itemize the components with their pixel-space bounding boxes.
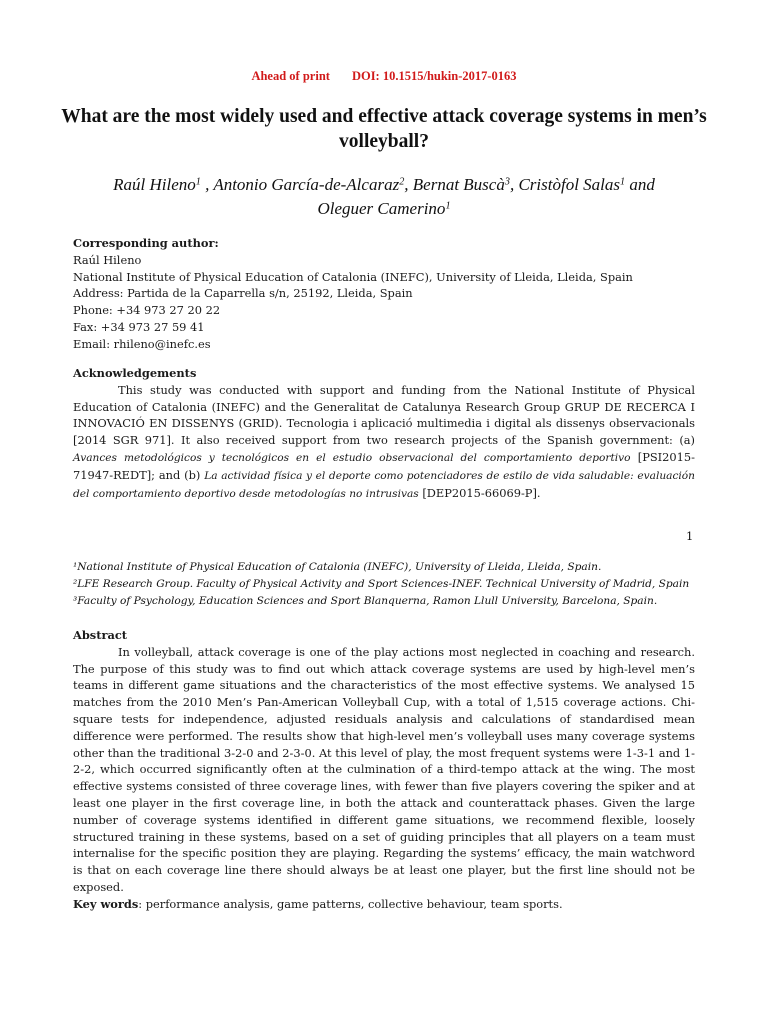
author-name: Raúl Hileno xyxy=(113,175,196,194)
keywords-text: : performance analysis, game patterns, collective behaviour, team sports. xyxy=(138,896,563,911)
affiliation-footnotes xyxy=(73,559,695,610)
acknowledgements-heading: Acknowledgements xyxy=(73,366,197,380)
header-line xyxy=(0,69,768,84)
abstract-section xyxy=(73,627,695,913)
footnote: ²LFE Research Group. Faculty of Physical Activity and Sport Sciences-INEF. Technical University of Madrid, Spain xyxy=(73,578,690,590)
ahead-of-print-label: Ahead of print xyxy=(251,69,330,83)
project-title-italic: La actividad física y el deporte como potenciadores de estilo de vida saludable: evaluación del comportamiento deportivo desde metodologías no intrusivas xyxy=(73,469,695,500)
corresponding-address: Address: Partida de la Caparrella s/n, 25192, Lleida, Spain xyxy=(73,286,413,301)
author-name: , Antonio García-de-Alcaraz xyxy=(200,175,400,194)
corresponding-email: Email: rhileno@inefc.es xyxy=(73,336,211,351)
project-title-italic: Avances metodológicos y tecnológicos en el estudio observacional del comportamiento deportivo xyxy=(73,451,631,464)
author-name: Oleguer Camerino xyxy=(317,199,446,218)
acknowledgements-section xyxy=(73,365,695,502)
author-name: , Cristòfol Salas xyxy=(509,175,621,194)
affiliation-marker: 1 xyxy=(445,200,451,212)
keywords-label: Key words xyxy=(73,896,139,911)
footnote: ³Faculty of Psychology, Education Sciences and Sport Blanquerna, Ramon Llull University, Barcelona, Spain. xyxy=(73,595,658,607)
abstract-text: In volleyball, attack coverage is one of the play actions most neglected in coaching and research. The purpose of this study was to find out which attack coverage systems are used by high-level men’s teams in different game situations and the characteristics of the most effective systems. We analysed 15 matches from the 2010 Men’s Pan-American Volleyball Cup, with a total of 1,515 coverage actions. Chi-square tests for independence, adjusted residuals analysis and calculations of standardised mean difference were performed. The results show that high-level men’s volleyball uses many coverage systems other than the traditional 3-2-0 and 2-3-0. At this level of play, the most frequent systems were 1-3-1 and 1-2-2, which occurred significantly often at the culmination of a third-tempo attack at the wing. The most effective systems consisted of three coverage lines, with fewer than five players covering the spiker and at least one player in the first coverage line, in both the attack and counterattack phases. Given the large number of coverage systems identified in different game situations, we recommend flexible, loosely structured training in these systems, based on a set of guiding principles that all players on a team must internalise for the specific position they are playing. Regarding the systems’ efficacy, the main watchword is that on each coverage line there should always be at least one player, but the first line should not be exposed. xyxy=(73,644,695,894)
corresponding-phone: Phone: +34 973 27 20 22 xyxy=(73,303,221,318)
corresponding-author-block xyxy=(73,235,695,353)
abstract-heading: Abstract xyxy=(73,628,128,642)
affiliation-marker: 1 xyxy=(195,176,201,188)
affiliation-marker: 3 xyxy=(504,176,510,188)
author-list xyxy=(60,173,708,221)
corresponding-heading: Corresponding author: xyxy=(73,236,219,250)
paper-title: What are the most widely used and effective attack coverage systems in men’s volleyball? xyxy=(61,106,707,152)
author-name: , Bernat Buscà xyxy=(404,175,505,194)
corresponding-institute: National Institute of Physical Education of Catalonia (INEFC), University of Lleida, Lleida, Spain xyxy=(73,269,633,284)
page-number: 1 xyxy=(686,529,694,543)
footnote: ¹National Institute of Physical Education of Catalonia (INEFC), University of Lleida, Lleida, Spain. xyxy=(73,561,602,573)
corresponding-fax: Fax: +34 973 27 59 41 xyxy=(73,319,205,334)
keywords-line xyxy=(73,896,695,913)
corresponding-name: Raúl Hileno xyxy=(73,252,142,267)
doi-label: DOI: 10.1515/hukin-2017-0163 xyxy=(351,69,517,83)
author-conjunction: and xyxy=(625,175,655,194)
acknowledgements-text: This study was conducted with support and funding from the National Institute of Physical Education of Catalonia (INEFC) and the Generalitat de Catalunya Research Group GRUP DE RECERCA I INNOVACIÓ EN DISSENYS (GRID). Tecnologia i aplicació multimedia i digital als dissenys observacionals [2014 SGR 971]. It also received support from two research projects of the Spanish government: (a) Avances metodológicos y tecnológicos en el estudio observacional del comportamiento deportivo [PSI2015-71947-REDT]; and (b) La actividad física y el deporte como potenciadores de estilo de vida saludable: evaluación del comportamiento deportivo desde metodologías no intrusivas [DEP2015-66069-P]. xyxy=(73,382,695,500)
affiliation-marker: 1 xyxy=(620,176,626,188)
affiliation-marker: 2 xyxy=(399,176,405,188)
